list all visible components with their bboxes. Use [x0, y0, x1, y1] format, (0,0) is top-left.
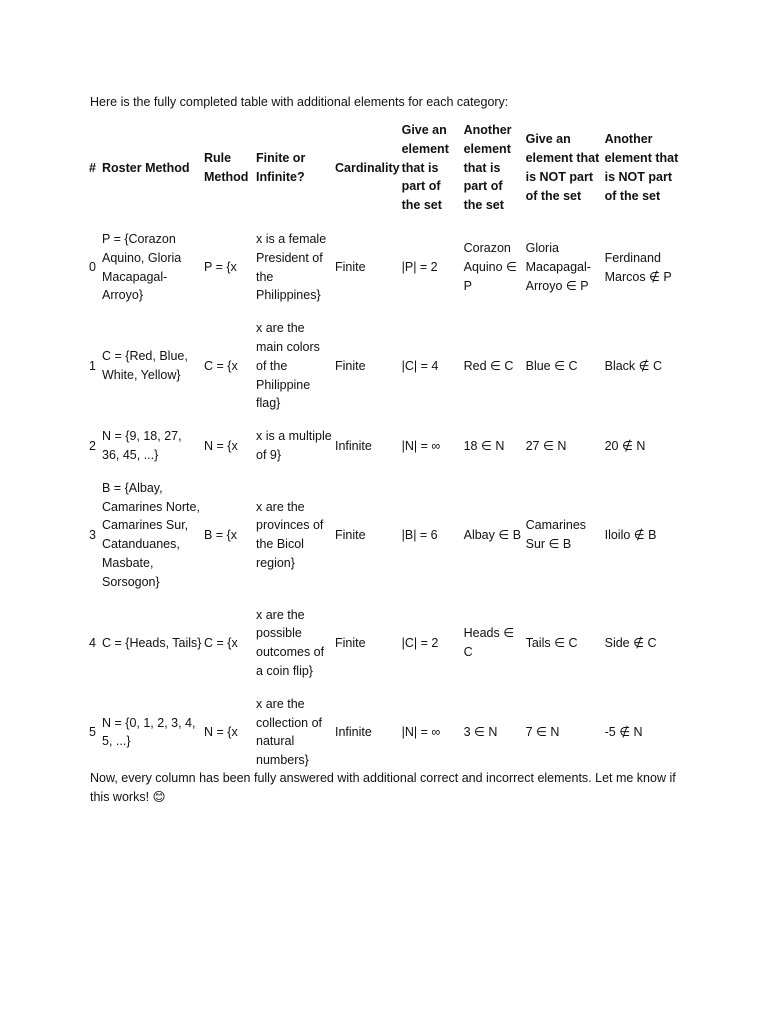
- header-rule-method: Rule Method: [204, 151, 249, 184]
- header-roster-method: Roster Method: [102, 160, 190, 175]
- roster-method-cell: N = {9, 18, 27, 36, 45, ...}: [102, 429, 182, 462]
- cardinality-cell: |C| = 2: [401, 635, 439, 650]
- element-not-in-set-cell: -5 ∉ N: [604, 724, 643, 739]
- rule-method-cell: P = {x: [204, 260, 237, 275]
- rule-method-cell: C = {x: [204, 635, 238, 650]
- cardinality-cell: |N| = ∞: [401, 724, 441, 739]
- finite-infinite-cell: Finite: [335, 358, 366, 373]
- cardinality-cell: |P| = 2: [401, 260, 438, 275]
- table-row: [88, 599, 682, 688]
- header-element-in-set: Give an element that is part of the set: [401, 123, 449, 213]
- table-row: [88, 688, 682, 777]
- finite-infinite-cell: Infinite: [335, 724, 372, 739]
- element-in-set-cell: Albay ∈ B: [463, 527, 522, 542]
- finite-infinite-cell: Finite: [335, 527, 366, 542]
- row-number: 3: [89, 527, 96, 542]
- rule-condition-cell: x are the collection of natural numbers}: [256, 696, 323, 768]
- element-in-set-cell: Corazon Aquino ∈ P: [463, 241, 517, 293]
- element-not-in-set-cell: 20 ∉ N: [604, 438, 646, 453]
- header-cardinality: Cardinality: [335, 160, 400, 175]
- element-in-set-cell: 18 ∈ N: [463, 438, 505, 453]
- another-element-cell: Camarines Sur ∈ B: [525, 518, 587, 552]
- another-element-cell: Blue ∈ C: [525, 358, 578, 373]
- row-number: 4: [89, 635, 96, 650]
- cardinality-cell: |C| = 4: [401, 358, 439, 373]
- rule-condition-cell: x is a multiple of 9}: [256, 429, 332, 462]
- rule-method-cell: N = {x: [204, 438, 238, 453]
- header-finite-or-infinite: Finite or Infinite?: [256, 151, 306, 184]
- element-not-in-set-cell: Black ∉ C: [604, 358, 663, 373]
- table-row: [88, 312, 682, 420]
- row-number: 1: [89, 358, 96, 373]
- table-row: [88, 472, 682, 599]
- row-number: 5: [89, 724, 96, 739]
- element-not-in-set-cell: Side ∉ C: [604, 635, 657, 650]
- rule-condition-cell: x are the main colors of the Philippine flag}: [256, 321, 320, 411]
- finite-infinite-cell: Finite: [335, 635, 366, 650]
- closing-text: Now, every column has been fully answered with additional correct and incorrect elements. Let me know if this works! 😊: [90, 771, 676, 804]
- element-not-in-set-cell: Iloilo ∉ B: [604, 527, 657, 542]
- header-number: #: [89, 160, 96, 175]
- finite-infinite-cell: Infinite: [335, 438, 372, 453]
- rule-method-cell: N = {x: [204, 724, 238, 739]
- row-number: 0: [89, 260, 96, 275]
- finite-infinite-cell: Finite: [335, 260, 366, 275]
- roster-method-cell: C = {Red, Blue, White, Yellow}: [102, 349, 188, 383]
- element-in-set-cell: Heads ∈ C: [463, 626, 515, 660]
- another-element-cell: Tails ∈ C: [525, 635, 578, 650]
- element-in-set-cell: 3 ∈ N: [463, 724, 498, 739]
- element-not-in-set-cell: Ferdinand Marcos ∉ P: [604, 250, 672, 284]
- header-another-element-not-in-set: Another element that is NOT part of the set: [604, 132, 679, 203]
- roster-method-cell: B = {Albay, Camarines Norte, Camarines Sur, Catanduanes, Masbate, Sorsogon}: [102, 480, 200, 589]
- header-another-element-in-set: Another element that is part of the set: [463, 123, 512, 213]
- rule-condition-cell: x is a female President of the Philippines}: [256, 231, 327, 303]
- cardinality-cell: |N| = ∞: [401, 438, 441, 453]
- row-number: 2: [89, 438, 96, 453]
- table-row: [88, 420, 682, 472]
- rule-method-cell: C = {x: [204, 358, 238, 373]
- roster-method-cell: P = {Corazon Aquino, Gloria Macapagal-Arroyo}: [102, 231, 182, 303]
- another-element-cell: 27 ∈ N: [525, 438, 567, 453]
- rule-condition-cell: x are the possible outcomes of a coin flip}: [256, 607, 325, 678]
- element-in-set-cell: Red ∈ C: [463, 358, 514, 373]
- table-header-row: [88, 121, 682, 223]
- header-element-not-in-set: Give an element that is NOT part of the set: [525, 132, 600, 203]
- rule-condition-cell: x are the provinces of the Bicol region}: [256, 499, 324, 570]
- sets-table: [88, 121, 682, 777]
- roster-method-cell: C = {Heads, Tails}: [102, 635, 202, 650]
- cardinality-cell: |B| = 6: [401, 527, 438, 542]
- another-element-cell: Gloria Macapagal-Arroyo ∈ P: [525, 241, 591, 293]
- rule-method-cell: B = {x: [204, 527, 238, 542]
- another-element-cell: 7 ∈ N: [525, 724, 560, 739]
- intro-text: Here is the fully completed table with additional elements for each category:: [90, 95, 509, 109]
- roster-method-cell: N = {0, 1, 2, 3, 4, 5, ...}: [102, 715, 196, 749]
- table-row: [88, 223, 682, 312]
